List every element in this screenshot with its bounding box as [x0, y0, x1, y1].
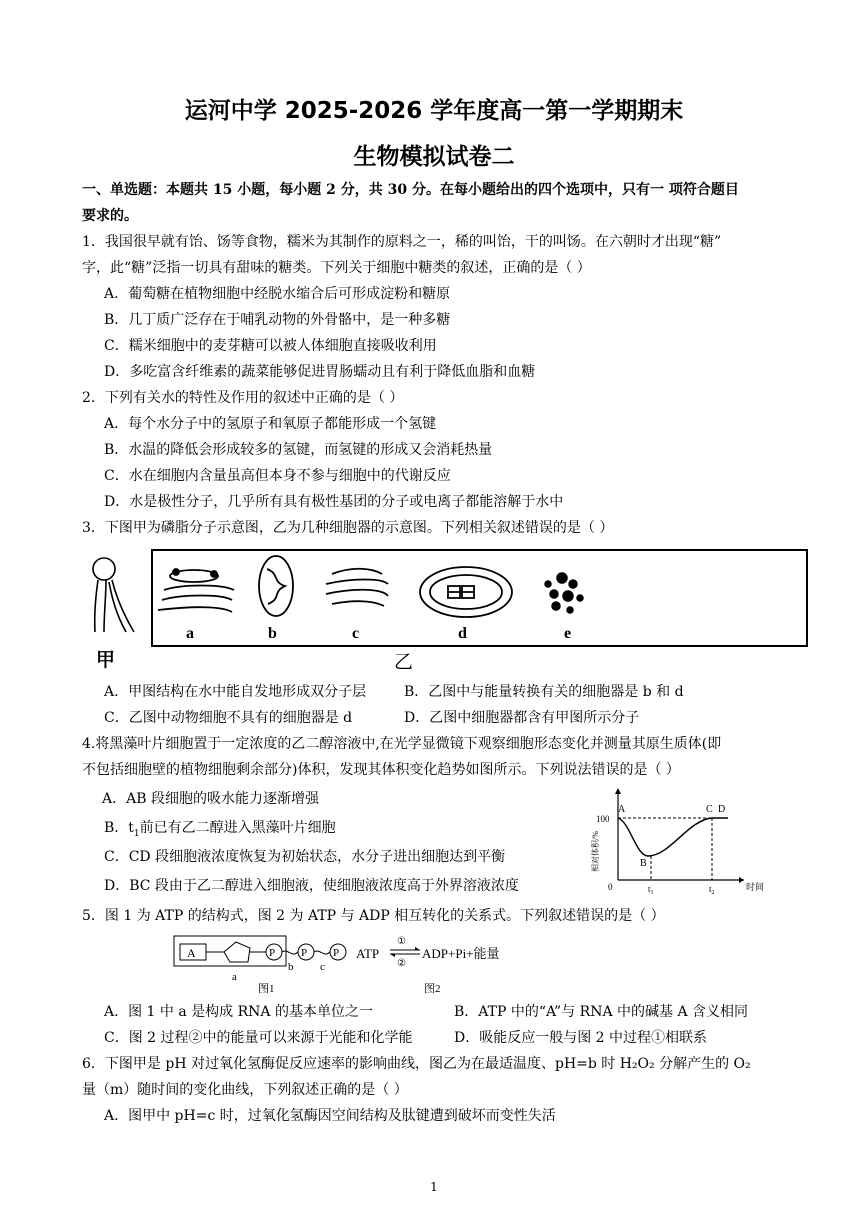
fig-label-jia: 甲 [96, 650, 116, 671]
q1-option-b: B．几丁质广泛存在于哺乳动物的外骨骼中，是一种多糖 [104, 312, 451, 328]
atp-box-a: A [187, 946, 196, 960]
q5-option-b: B．ATP 中的“A”与 RNA 中的碱基 A 含义相同 [454, 1004, 749, 1020]
q6-stem: 6．下图甲是 pH 对过氧化氢酶促反应速率的影响曲线，图乙为在最适温度、pH=b 时 H₂O₂ 分解产生的 O₂ [82, 1056, 751, 1072]
atp-arrow-1: ① [397, 936, 406, 947]
q2-option-c: C．水在细胞内含量虽高但本身不参与细胞中的代谢反应 [104, 468, 451, 484]
page-number: 1 [430, 1180, 438, 1194]
q4-stem-cont: 不包括细胞壁的植物细胞剩余部分)体积，发现其体积变化趋势如图所示。下列说法错误的是（ ） [82, 762, 680, 778]
graph-t2: $t_2$ [709, 884, 715, 896]
organelle-frame [152, 550, 807, 646]
atp-arrow-2: ② [397, 958, 406, 969]
atp-eq-left: ATP [356, 946, 380, 961]
organelle-label-b: b [268, 625, 277, 642]
graph-origin: 0 [608, 882, 613, 892]
q3-stem: 3．下图甲为磷脂分子示意图，乙为几种细胞器的示意图。下列相关叙述错误的是（ ） [82, 520, 614, 536]
organelle-e-icon [545, 573, 583, 613]
atp-fig1-caption: 图1 [258, 983, 275, 995]
graph-t1: $t_1$ [648, 884, 654, 896]
q5-option-d: D．吸能反应一般与图 2 中过程①相联系 [454, 1030, 708, 1046]
atp-p1: P [269, 947, 276, 959]
organelle-figure [82, 544, 812, 674]
graph-point-d: D [718, 804, 726, 815]
atp-figure [170, 930, 540, 998]
atp-p3: P [333, 947, 340, 959]
q5-stem: 5．图 1 为 ATP 的结构式，图 2 为 ATP 与 ADP 相互转化的关系式。下列叙述错误的是（ ） [82, 908, 665, 924]
q6-stem-cont: 量（m）随时间的变化曲线，下列叙述正确的是（ ） [82, 1082, 408, 1098]
q4-option-b: B．$t_1$前已有乙二醇进入黑藻叶片细胞 [104, 820, 336, 839]
q3-option-d: D．乙图中细胞器都含有甲图所示分子 [404, 710, 640, 726]
q1-option-d: D．多吃富含纤维素的蔬菜能够促进胃肠蠕动且有利于降低血脂和血糖 [104, 364, 536, 380]
organelle-label-a: a [186, 625, 194, 642]
graph-point-b: B [640, 858, 647, 869]
graph-point-c: C [706, 804, 713, 815]
organelle-label-c: c [352, 625, 360, 642]
q1-stem: 1．我国很早就有饴、饧等食物，糯米为其制作的原料之一，稀的叫饴，干的叫饧。在六朝时才出现“糖” [82, 234, 722, 250]
phospholipid-icon [93, 558, 134, 632]
section-heading-cont: 要求的。 [82, 208, 138, 224]
q5-option-c: C．图 2 过程②中的能量可以来源于光能和化学能 [104, 1030, 413, 1046]
q3-option-c: C．乙图中动物细胞不具有的细胞器是 d [104, 710, 353, 726]
atp-eq-right: ADP+Pi+能量 [422, 946, 500, 961]
q3-option-a: A．甲图结构在水中能自发地形成双分子层 [104, 684, 367, 700]
q5-option-a: A．图 1 中 a 是构成 RNA 的基本单位之一 [104, 1004, 373, 1020]
q1-option-c: C．糯米细胞中的麦芽糖可以被人体细胞直接吸收利用 [104, 338, 437, 354]
atp-label-b: b [288, 961, 294, 973]
graph-point-a: A [618, 804, 626, 815]
q1-option-a: A．葡萄糖在植物细胞中经脱水缩合后可形成淀粉和糖原 [104, 286, 451, 302]
q2-option-b: B．水温的降低会形成较多的氢键，而氢键的形成又会消耗热量 [104, 442, 493, 458]
fig-label-yi: 乙 [394, 652, 414, 673]
q4-stem: 4.将黑藻叶片细胞置于一定浓度的乙二醇溶液中,在光学显微镜下观察细胞形态变化并测量其原生质体(即 [82, 736, 722, 752]
atp-fig2-caption: 图2 [424, 983, 441, 995]
organelle-label-d: d [458, 625, 467, 642]
section-heading: 一、单选题：本题共 15 小题，每小题 2 分，共 30 分。在每小题给出的四个选项中，只有一 项符合题目 [82, 182, 739, 198]
organelle-a-icon [158, 569, 234, 612]
organelle-label-e: e [564, 625, 572, 642]
q2-option-d: D．水是极性分子，几乎所有具有极性基团的分子或电离子都能溶解于水中 [104, 494, 564, 510]
atp-p2: P [301, 947, 308, 959]
atp-label-a: a [232, 971, 237, 983]
graph-y-label: 相对体积/% [591, 831, 600, 872]
exam-title: 运河中学 2025-2026 学年度高一第一学期期末 [184, 98, 684, 124]
q4-option-c: C．CD 段细胞液浓度恢复为初始状态，水分子进出细胞达到平衡 [104, 849, 506, 865]
q4-option-d: D．BC 段由于乙二醇进入细胞液，使细胞液浓度高于外界溶液浓度 [104, 878, 519, 894]
atp-label-c: c [320, 961, 325, 973]
q6-option-a: A．图甲中 pH=c 时，过氧化氢酶因空间结构及肽键遭到破坏而变性失活 [104, 1108, 556, 1124]
organelle-b-icon [259, 556, 293, 616]
q1-stem-cont: 字，此“糖”泛指一切具有甜味的糖类。下列关于细胞中糖类的叙述，正确的是（ ） [82, 260, 591, 276]
organelle-c-icon [326, 569, 388, 606]
graph-x-label: 时间 [746, 882, 765, 892]
q4-option-a: A．AB 段细胞的吸水能力逐渐增强 [102, 791, 319, 807]
q2-stem: 2．下列有关水的特性及作用的叙述中正确的是（ ） [82, 390, 404, 406]
graph-y-tick: 100 [596, 814, 610, 824]
organelle-d-icon [420, 567, 512, 617]
volume-graph [578, 784, 778, 898]
q3-option-b: B．乙图中与能量转换有关的细胞器是 b 和 d [404, 684, 684, 700]
exam-subtitle: 生物模拟试卷二 [353, 144, 515, 170]
q2-option-a: A．每个水分子中的氢原子和氧原子都能形成一个氢键 [104, 416, 437, 432]
